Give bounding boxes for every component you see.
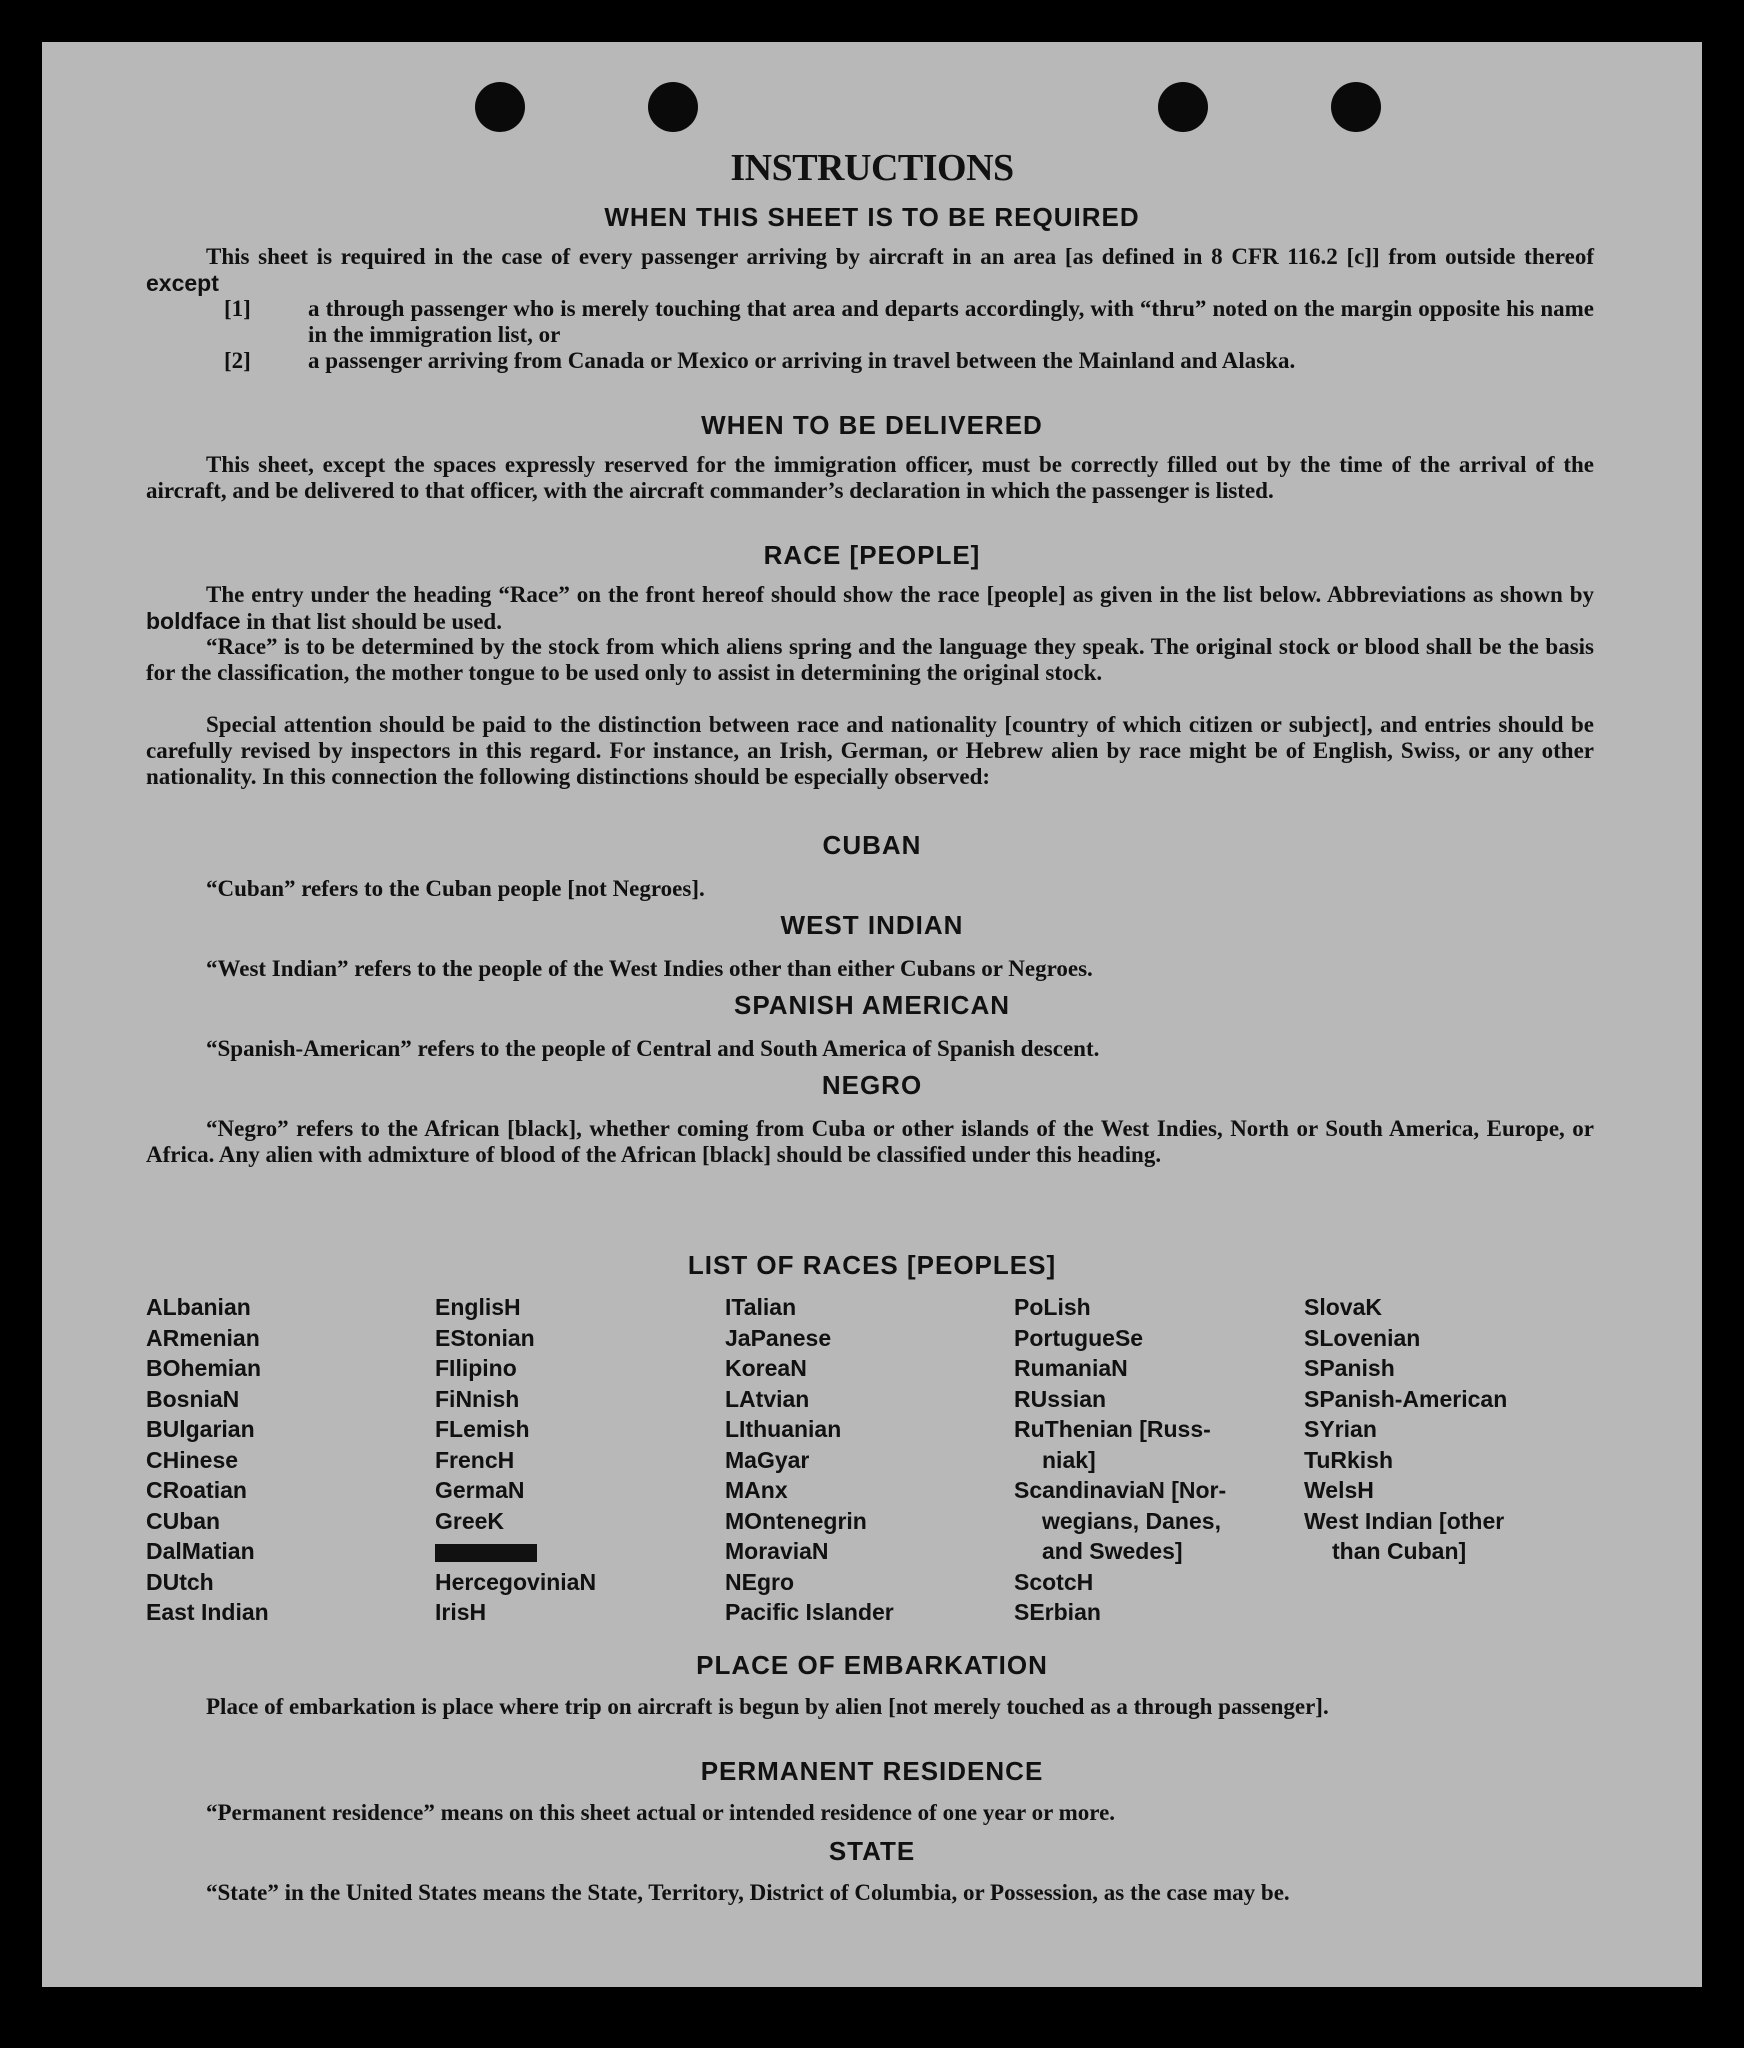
- race-entry: SLovenian: [1304, 1324, 1421, 1351]
- race-entry: KoreaN: [725, 1355, 807, 1381]
- race-list-column-2-bottom: [435, 1567, 596, 1628]
- race-entry: HercegoviniaN: [435, 1568, 597, 1595]
- race-list-column-1: [146, 1292, 269, 1628]
- heading-west-indian: WEST INDIAN: [780, 910, 964, 940]
- race-p1-end: in that list should be used.: [240, 609, 502, 634]
- race-p1-text: The entry under the heading “Race” on the front hereof should show the race [people] as given in the list below. Abbreviations as shown by: [206, 582, 1594, 607]
- race-entry: SlovaK: [1304, 1294, 1382, 1320]
- heading-state: STATE: [828, 1836, 916, 1866]
- race-entry: CRoatian: [146, 1477, 247, 1503]
- race-list-column-2: [435, 1292, 596, 1628]
- race-entry: and Swedes]: [1042, 1538, 1183, 1564]
- race-entry: MAnx: [725, 1477, 788, 1503]
- negro-text: “Negro” refers to the African [black], whether coming from Cuba or other islands of the West Indies, North or South America, Europe, or Africa. Any alien with admixture of blood of the African [black] should be classified under this heading.: [146, 1116, 1594, 1167]
- race-entry: JaPanese: [725, 1324, 832, 1351]
- heading-embarkation: PLACE OF EMBARKATION: [696, 1650, 1048, 1680]
- redaction-bar: [435, 1544, 537, 1562]
- required-intro: [146, 244, 1594, 297]
- race-entry: DalMatian: [146, 1538, 255, 1564]
- race-entry: EStonian: [435, 1324, 535, 1351]
- race-entry: BUlgarian: [146, 1416, 255, 1442]
- race-entry: than Cuban]: [1332, 1538, 1467, 1564]
- race-entry: TuRkish: [1304, 1446, 1394, 1473]
- page-title: INSTRUCTIONS: [730, 147, 1014, 189]
- embarkation-text: Place of embarkation is place where trip on aircraft is begun by alien [not merely touched as a through passenger].: [206, 1694, 1329, 1719]
- race-list-column-3: [725, 1292, 894, 1628]
- item-number: [1]: [224, 296, 251, 321]
- heading-delivered: WHEN TO BE DELIVERED: [701, 410, 1043, 440]
- heading-list-of-races: LIST OF RACES [PEOPLES]: [687, 1250, 1057, 1280]
- race-entry: West Indian [other: [1304, 1507, 1505, 1534]
- race-list-column-2-top: [435, 1292, 596, 1536]
- race-entry: ARmenian: [146, 1324, 260, 1351]
- race-entry: MoraviaN: [725, 1538, 829, 1564]
- race-entry: NEgro: [725, 1568, 794, 1595]
- race-entry: SErbian: [1014, 1599, 1101, 1625]
- race-entry: LAtvian: [725, 1385, 810, 1412]
- punch-hole: [1158, 82, 1208, 132]
- race-entry: CUban: [146, 1507, 221, 1534]
- punch-hole: [1331, 82, 1381, 132]
- required-except: except: [146, 270, 219, 296]
- race-list-column-5: [1304, 1292, 1507, 1567]
- west-indian-text: “West Indian” refers to the people of the West Indies other than either Cubans or Negroes.: [206, 956, 1093, 981]
- required-item-1: [224, 296, 1594, 348]
- state-text: “State” in the United States means the State, Territory, District of Columbia, or Possession, as the case may be.: [206, 1880, 1290, 1905]
- required-item-2: [224, 348, 1594, 374]
- punch-hole: [648, 82, 698, 132]
- race-entry: FIlipino: [435, 1355, 517, 1381]
- race-entry: SYrian: [1304, 1416, 1377, 1442]
- redacted-entry: [435, 1536, 596, 1567]
- heading-spanish-american: SPANISH AMERICAN: [733, 990, 1010, 1020]
- race-entry: EnglisH: [435, 1294, 521, 1320]
- residence-text: “Permanent residence” means on this sheet actual or intended residence of one year or more.: [206, 1800, 1116, 1825]
- race-entry: wegians, Danes,: [1042, 1507, 1221, 1534]
- race-entry: FLemish: [435, 1416, 530, 1442]
- race-paragraph-1: [146, 582, 1594, 635]
- race-entry: Pacific Islander: [725, 1599, 894, 1625]
- race-entry: RUssian: [1014, 1385, 1107, 1412]
- item-number: [2]: [224, 348, 251, 373]
- race-entry: SPanish: [1304, 1355, 1395, 1381]
- race-entry: niak]: [1042, 1446, 1096, 1473]
- heading-required: WHEN THIS SHEET IS TO BE REQUIRED: [604, 202, 1140, 232]
- race-entry: FrencH: [435, 1446, 515, 1473]
- heading-race: RACE [PEOPLE]: [763, 540, 981, 570]
- item-text: a passenger arriving from Canada or Mexico or arriving in travel between the Mainland and Alaska.: [308, 348, 1296, 373]
- delivered-text: This sheet, except the spaces expressly reserved for the immigration officer, must be correctly filled out by the time of the arrival of the aircraft, and be delivered to that officer, with the aircraft commander’s declaration in which the passenger is listed.: [146, 452, 1594, 503]
- race-entry: RumaniaN: [1014, 1355, 1128, 1381]
- heading-cuban: CUBAN: [822, 830, 922, 860]
- heading-permanent-residence: PERMANENT RESIDENCE: [700, 1756, 1044, 1786]
- required-intro-text: This sheet is required in the case of every passenger arriving by aircraft in an area [as defined in 8 CFR 116.2 [c]] from outside thereof: [206, 244, 1594, 269]
- race-entry: GermaN: [435, 1477, 525, 1503]
- spanish-american-text: “Spanish-American” refers to the people of Central and South America of Spanish descent.: [206, 1036, 1100, 1061]
- race-entry: BOhemian: [146, 1355, 262, 1381]
- race-entry: GreeK: [435, 1507, 505, 1534]
- race-list-column-4: [1014, 1292, 1226, 1628]
- race-entry: LIthuanian: [725, 1416, 842, 1442]
- race-p1-boldface: boldface: [146, 608, 241, 634]
- race-entry: MaGyar: [725, 1446, 810, 1473]
- race-entry: ScandinaviaN [Nor-: [1014, 1477, 1227, 1503]
- race-entry: BosniaN: [146, 1385, 240, 1412]
- race-entry: PortugueSe: [1014, 1324, 1144, 1351]
- race-entry: DUtch: [146, 1568, 214, 1595]
- race-entry: East Indian: [146, 1599, 269, 1625]
- race-entry: CHinese: [146, 1446, 239, 1473]
- race-entry: ALbanian: [146, 1294, 251, 1320]
- race-entry: MOntenegrin: [725, 1507, 867, 1534]
- race-entry: PoLish: [1014, 1294, 1091, 1320]
- race-paragraph-2: “Race” is to be determined by the stock from which aliens spring and the language they speak. The original stock or blood shall be the basis for the classification, the mother tongue to be used only to assist in determining the original stock.: [146, 634, 1594, 685]
- race-entry: FiNnish: [435, 1385, 520, 1412]
- race-entry: IrisH: [435, 1599, 487, 1625]
- race-entry: ScotcH: [1014, 1568, 1094, 1595]
- item-text: a through passenger who is merely touching that area and departs accordingly, with “thru” noted on the margin opposite his name in the immigration list, or: [308, 296, 1594, 347]
- heading-negro: NEGRO: [821, 1070, 923, 1100]
- race-entry: SPanish-American: [1304, 1385, 1508, 1412]
- race-entry: ITalian: [725, 1294, 797, 1320]
- race-entry: RuThenian [Russ-: [1014, 1416, 1211, 1442]
- race-entry: WelsH: [1304, 1477, 1374, 1503]
- document-sheet: [42, 42, 1702, 1987]
- punch-hole: [475, 82, 525, 132]
- cuban-text: “Cuban” refers to the Cuban people [not Negroes].: [206, 876, 705, 901]
- race-paragraph-3: Special attention should be paid to the distinction between race and nationality [country of which citizen or subject], and entries should be carefully revised by inspectors in this regard. For instance, an Irish, German, or Hebrew alien by race might be of English, Swiss, or any other nationality. In this connection the following distinctions should be especially observed:: [146, 712, 1594, 789]
